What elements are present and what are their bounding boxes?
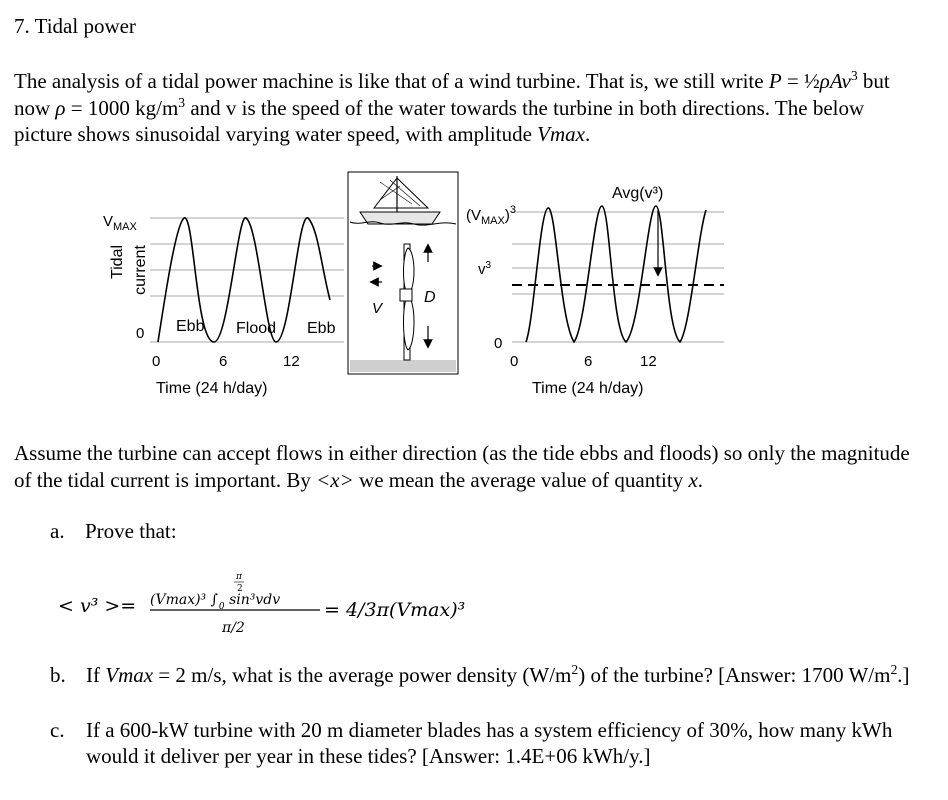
vmax-label: $V_{MAX}$ (103, 213, 137, 233)
right-zero: 0 (494, 335, 503, 352)
left-zero: 0 (136, 325, 145, 342)
label-flood: Flood (236, 320, 277, 337)
turbine-illustration (348, 172, 458, 374)
left-tick-12: 12 (283, 353, 300, 370)
label-ebb-1: Ebb (176, 318, 205, 335)
left-tick-0: 0 (152, 353, 161, 370)
part-a: a. Prove that: (50, 519, 177, 543)
part-c: c. If a 600-kW turbine with 20 m diameter blades has a system efficiency of 30%, how many kWh would it deliver per year in these tides? [Answer: 1.4E+06 kWh/y.] (50, 718, 893, 768)
flow-v-label: V (372, 300, 383, 317)
average-v-cubed-formula (0, 560, 948, 640)
left-xlabel: Time (24 h/day) (156, 380, 268, 397)
diameter-d-label: D (424, 289, 436, 306)
right-xlabel: Time (24 h/day) (532, 380, 644, 397)
integral-upper-2: 2 (237, 584, 243, 594)
avg-label: Avg(v³) (612, 185, 664, 202)
right-tick-6: 6 (584, 353, 593, 370)
problem-title: 7. Tidal power (14, 14, 136, 38)
right-tick-0: 0 (510, 353, 519, 370)
formula-rhs: = 4/3π(Vmax)³ (324, 599, 466, 621)
turbine-icon (400, 244, 414, 360)
part-b: b. If Vmax = 2 m/s, what is the average power density $(W/m^2)$ of the turbine? [Answer: 1700 $W/m^2$.] (50, 662, 910, 687)
formula-numerator: (Vmax)³ $\int_0$ sin³vdv (150, 592, 281, 612)
assume-paragraph: Assume the turbine can accept flows in either direction (as the tide ebbs and floods) so only the magnitude of the tidal current is important. By <x> we mean the average value of quantity x. (14, 441, 910, 492)
integral-upper-pi: π (236, 572, 242, 582)
tidal-current-chart (103, 213, 344, 397)
vmax-cubed-label: $(V_{MAX})^3$ (466, 204, 516, 227)
ylabel-tidal: Tidal (109, 244, 126, 280)
v-cubed-curve (526, 206, 706, 342)
v-cubed-chart (466, 185, 724, 397)
formula-denominator: π/2 (222, 620, 245, 636)
left-tick-6: 6 (219, 353, 228, 370)
label-ebb-2: Ebb (307, 320, 336, 337)
intro-paragraph: The analysis of a tidal power machine is like that of a wind turbine. That is, we still write P = ½ρAv$^3$ but now ρ = 1000 $kg/m^3$ and v is the speed of the water towards the turbine in both directions. The below picture shows sinusoidal varying water speed, with amplitude Vmax. (14, 68, 890, 146)
right-tick-12: 12 (640, 353, 657, 370)
formula-lhs: < v³ >= (58, 595, 137, 617)
v-cubed-label: $v^3$ (478, 260, 492, 278)
boat-icon (360, 176, 440, 224)
ylabel-current: current (132, 245, 149, 295)
